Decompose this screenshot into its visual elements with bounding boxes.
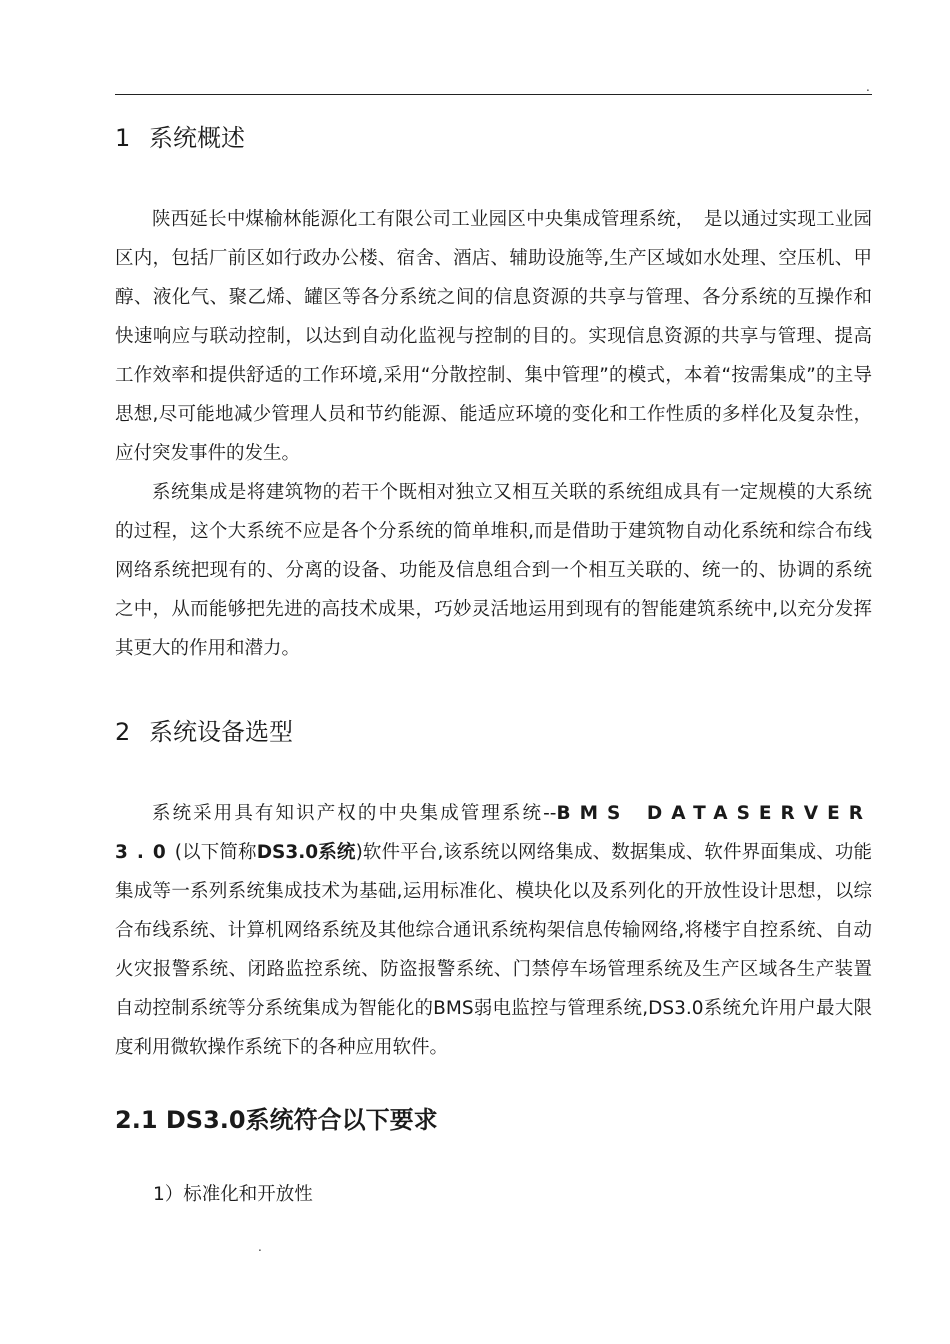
section-1-paragraph-1: 陕西延长中煤榆林能源化工有限公司工业园区中央集成管理系统， 是以通过实现工业园区内，包括厂前区如行政办公楼、宿舍、酒店、辅助设施等,生产区域如水处理、空压机、甲醇、液化气、聚乙烯、罐区等各分系统之间的信息资源的共享与管理、各分系统的互操作和快速响应与联动控制，以达到自动化监视与控制的目的。实现信息资源的共享与管理、提高工作效率和提供舒适的工作环境,采用“分散控制、集中管理”的模式，本着“按需集成”的主导思想,尽可能地减少管理人员和节约能源、能适应环境的变化和工作性质的多样化及复杂性，应付突发事件的发生。 xyxy=(115,209,872,464)
product-name: BMS DATASERVER 3.0 xyxy=(115,803,873,863)
section-1-number: 1 xyxy=(115,124,131,152)
section-2-heading xyxy=(115,712,293,747)
product-abbr: DS3.0系统 xyxy=(256,842,356,863)
section-1-paragraph-2: 系统集成是将建筑物的若干个既相对独立又相互关联的系统组成具有一定规模的大系统的过程，这个大系统不应是各个分系统的简单堆积,而是借助于建筑物自动化系统和综合布线网络系统把现有的、分离的设备、功能及信息组合到一个相互关联的、统一的、协调的系统之中，从而能够把先进的高技术成果，巧妙灵活地运用到现有的智能建筑系统中,以充分发挥其更大的作用和潜力。 xyxy=(115,482,872,659)
section-2-number: 2 xyxy=(115,718,131,746)
section-2-paragraph xyxy=(115,794,872,1067)
header-mark: . xyxy=(866,80,870,94)
section-2-intro: 系统采用具有知识产权的中央集成管理系统-- xyxy=(152,803,557,824)
section-1-title: 系统概述 xyxy=(149,124,245,152)
requirement-item-1: 1）标准化和开放性 xyxy=(153,1184,313,1205)
section-2-paren: (以下简称 xyxy=(174,842,257,863)
section-2-1-heading: 2.1 DS3.0系统符合以下要求 xyxy=(115,1106,438,1134)
header-rule xyxy=(115,94,872,95)
section-2-title: 系统设备选型 xyxy=(149,718,293,746)
section-1-heading xyxy=(115,118,245,153)
footer-mark: . xyxy=(258,1240,262,1254)
section-2-rest: )软件平台,该系统以网络集成、数据集成、软件界面集成、功能集成等一系列系统集成技术为基础,运用标准化、模块化以及系列化的开放性设计思想，以综合布线系统、计算机网络系统及其他综合通讯系统构架信息传输网络,将楼宇自控系统、自动火灾报警系统、闭路监控系统、防盗报警系统、门禁停车场管理系统及生产区域各生产装置自动控制系统等分系统集成为智能化的BMS弱电监控与管理系统,DS3.0系统允许用户最大限度利用微软操作系统下的各种应用软件。 xyxy=(115,842,873,1058)
